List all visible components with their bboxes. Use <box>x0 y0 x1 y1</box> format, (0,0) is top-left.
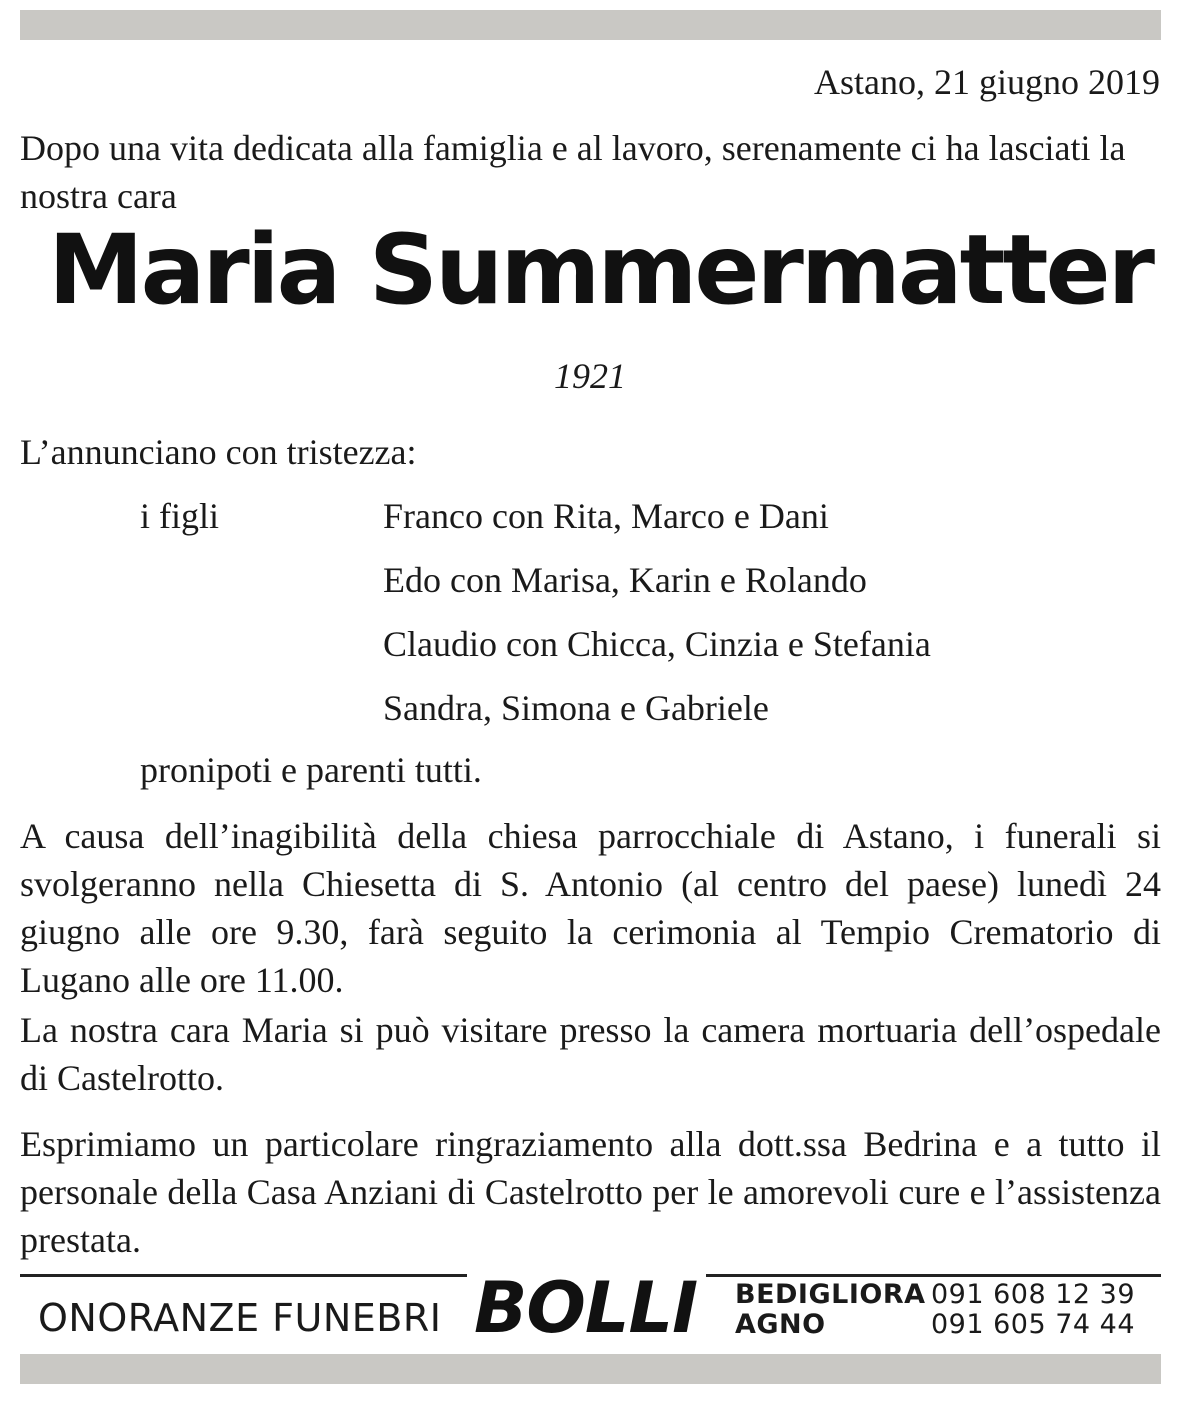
deceased-name: Maria Summermatter <box>48 214 1152 326</box>
acknowledgement: Esprimiamo un particolare ringraziamento alla dott.ssa Bedrina e a tutto il personale della Casa Anziani di Castelrotto per le amorevoli cure e l’assistenza prestata. <box>20 1124 1161 1260</box>
funeral-details: A causa dell’inagibilità della chiesa parrocchiale di Astano, i funerali si svolgeranno nella Chiesetta di S. Antonio (al centro del paese) lunedì 24 giugno alle ore 9.30, farà seguito la cerimonia al Tempio Crematorio di Lugano alle ore 11.00. <box>20 816 1161 1000</box>
family-list <box>383 492 931 748</box>
contact-row <box>735 1280 1135 1310</box>
other-relatives: pronipoti e parenti tutti. <box>140 750 482 790</box>
intro-text: Dopo una vita dedicata alla famiglia e al lavoro, serenamente ci ha lasciati la nostra cara <box>20 128 1126 216</box>
family-item: Sandra, Simona e Gabriele <box>383 688 769 728</box>
contact-phone: 091 605 74 44 <box>930 1309 1135 1340</box>
family-item: Edo con Marisa, Karin e Rolando <box>383 560 867 600</box>
footer-rule-right <box>706 1274 1161 1277</box>
birth-year: 1921 <box>554 356 626 396</box>
family-item: Claudio con Chicca, Cinzia e Stefania <box>383 624 931 664</box>
contact-city: BEDIGLIORA <box>735 1279 926 1310</box>
contact-row <box>735 1310 1135 1340</box>
visitation-info: La nostra cara Maria si può visitare presso la camera mortuaria dell’ospedale di Castelrotto. <box>20 1010 1161 1098</box>
bottom-band <box>20 1354 1161 1384</box>
announcement-lead: L’annunciano con tristezza: <box>20 432 417 472</box>
children-label: i figli <box>140 496 219 536</box>
top-band <box>20 10 1161 40</box>
funeral-home-label: ONORANZE FUNEBRI <box>38 1296 442 1340</box>
funeral-home-contacts <box>735 1280 1135 1340</box>
place-date: Astano, 21 giugno 2019 <box>814 62 1160 102</box>
contact-city: AGNO <box>735 1309 826 1340</box>
funeral-home-name: BOLLI <box>474 1267 698 1349</box>
family-item: Franco con Rita, Marco e Dani <box>383 496 829 536</box>
footer-rule-left <box>20 1274 467 1277</box>
contact-phone: 091 608 12 39 <box>930 1279 1135 1310</box>
